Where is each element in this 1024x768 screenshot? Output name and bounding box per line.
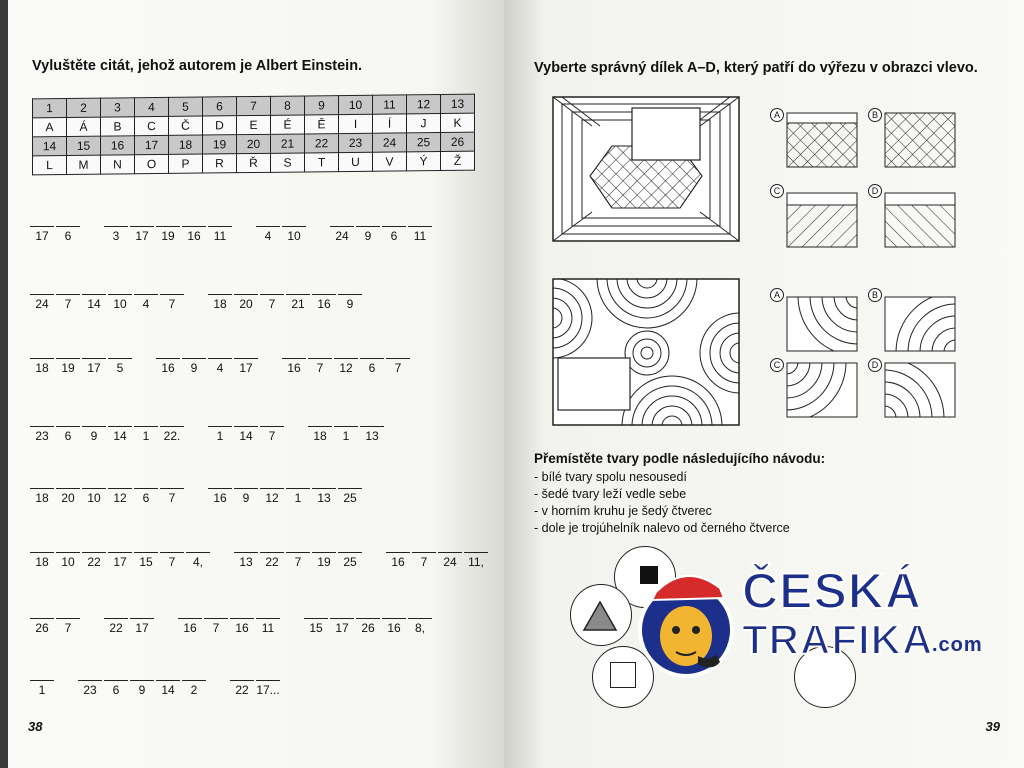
cipher-cell: M [67, 155, 101, 174]
cipher-cell: 13 [441, 94, 475, 113]
puzzle-cell[interactable]: 22 [104, 618, 128, 635]
cipher-cell: B [101, 117, 135, 136]
instruction-item: - šedé tvary leží vedle sebe [534, 487, 687, 501]
puzzle-cell[interactable]: 9 [82, 426, 106, 443]
puzzle-cell[interactable]: 17 [130, 226, 154, 243]
triangle-gray-icon [582, 600, 618, 632]
puzzle-cell[interactable]: 4 [134, 294, 158, 311]
puzzle-cell[interactable]: 18 [30, 358, 54, 375]
cipher-cell: I [339, 114, 373, 133]
badge-p2-b: B [868, 288, 882, 302]
puzzle-cell[interactable]: 6 [382, 226, 406, 243]
puzzle-cell[interactable]: 4 [208, 358, 232, 375]
cipher-cell: T [305, 153, 339, 172]
cipher-cell: K [441, 113, 475, 132]
puzzle-cell[interactable]: 17 [108, 552, 132, 569]
cipher-cell: É [271, 115, 305, 134]
puzzle-cell[interactable]: 10 [282, 226, 306, 243]
logo-line-1: ČESKÁ [742, 563, 923, 619]
puzzle-cell[interactable]: 11 [256, 618, 280, 635]
cipher-cell: 11 [373, 95, 407, 114]
cipher-cell: S [271, 153, 305, 172]
badge-p1-b: B [868, 108, 882, 122]
cipher-cell: A [33, 117, 67, 136]
puzzle-cell[interactable]: 22 [260, 552, 284, 569]
cipher-cell: Č [169, 116, 203, 135]
puzzle-cell[interactable]: 7 [204, 618, 228, 635]
puzzle-cell[interactable]: 22. [160, 426, 184, 443]
puzzle-cell[interactable]: 19 [312, 552, 336, 569]
cipher-cell: R [203, 154, 237, 173]
puzzle-cell[interactable]: 7 [160, 294, 184, 311]
puzzle-cell[interactable]: 23 [30, 426, 54, 443]
cipher-cell: J [407, 114, 441, 133]
puzzle-cell[interactable]: 25 [338, 488, 362, 505]
puzzle-cell[interactable]: 17... [256, 680, 280, 697]
cipher-cell: P [169, 154, 203, 173]
puzzle-cell[interactable]: 2 [182, 680, 206, 697]
puzzle1-option-d[interactable] [884, 192, 956, 248]
puzzle-cell[interactable]: 16 [312, 294, 336, 311]
cipher-cell: 3 [101, 98, 135, 117]
puzzle-cell[interactable]: 7 [56, 294, 80, 311]
puzzle-cell[interactable]: 4 [256, 226, 280, 243]
left-page-title: Vyluštěte citát, jehož autorem je Albert Einstein. [32, 58, 363, 74]
lion-mascot-icon [636, 562, 736, 678]
cipher-cell: 14 [33, 136, 67, 155]
cipher-cell: 12 [407, 95, 441, 114]
cipher-cell: Ř [237, 153, 271, 172]
puzzle2-option-c[interactable] [786, 362, 858, 418]
puzzle-cell[interactable]: 13 [234, 552, 258, 569]
puzzle-cell[interactable]: 18 [30, 488, 54, 505]
puzzle-cell[interactable]: 7 [260, 426, 284, 443]
puzzle-cell[interactable]: 16 [156, 358, 180, 375]
badge-p1-c: C [770, 184, 784, 198]
instructions-heading: Přemístěte tvary podle následujícího návodu: [534, 451, 826, 466]
ceska-trafika-logo [634, 556, 1014, 686]
puzzle-cell[interactable]: 10 [82, 488, 106, 505]
puzzle-cell[interactable]: 7 [260, 294, 284, 311]
puzzle-cell[interactable]: 7 [412, 552, 436, 569]
puzzle-cell[interactable]: 16 [178, 618, 202, 635]
cipher-cell: 1 [33, 98, 67, 117]
puzzle1-main-figure [552, 96, 742, 244]
cipher-cell: U [339, 152, 373, 171]
puzzle-cell[interactable]: 24 [30, 294, 54, 311]
cipher-cell: 8 [271, 96, 305, 115]
cipher-cell: 23 [339, 133, 373, 152]
puzzle-cell[interactable]: 22 [230, 680, 254, 697]
puzzle2-option-a[interactable] [786, 296, 858, 352]
puzzle-cell[interactable]: 6 [360, 358, 384, 375]
puzzle-cell[interactable]: 20 [56, 488, 80, 505]
cipher-cell: 24 [373, 133, 407, 152]
puzzle-cell[interactable]: 6 [104, 680, 128, 697]
badge-p2-c: C [770, 358, 784, 372]
puzzle-cell[interactable]: 11 [208, 226, 232, 243]
cipher-cell: 21 [271, 134, 305, 153]
puzzle-cell[interactable]: 21 [286, 294, 310, 311]
puzzle-cell[interactable]: 7 [386, 358, 410, 375]
cipher-cell: 18 [169, 135, 203, 154]
puzzle-cell[interactable]: 12 [260, 488, 284, 505]
puzzle-cell[interactable]: 18 [30, 552, 54, 569]
cipher-cell: 6 [203, 97, 237, 116]
left-page-number: 38 [28, 719, 43, 734]
puzzle1-option-a[interactable] [786, 112, 858, 168]
cipher-cell: 7 [237, 96, 271, 115]
puzzle-cell[interactable]: 1 [208, 426, 232, 443]
puzzle-cell[interactable]: 15 [304, 618, 328, 635]
puzzle-cell[interactable]: 11 [408, 226, 432, 243]
cipher-cell: 2 [67, 98, 101, 117]
puzzle-cell[interactable]: 9 [338, 294, 362, 311]
puzzle-cell[interactable]: 26 [30, 618, 54, 635]
puzzle1-option-c[interactable] [786, 192, 858, 248]
instructions-block [534, 450, 825, 537]
puzzle-cell[interactable]: 17 [130, 618, 154, 635]
puzzle-cell[interactable]: 18 [308, 426, 332, 443]
right-page-title: Vyberte správný dílek A–D, který patří do výřezu v obrazci vlevo. [534, 60, 978, 76]
puzzle-cell[interactable]: 9 [130, 680, 154, 697]
cipher-cell: 17 [135, 135, 169, 154]
puzzle-cell[interactable]: 24 [438, 552, 462, 569]
puzzle-cell[interactable]: 16 [382, 618, 406, 635]
square-white-icon [610, 662, 636, 688]
cipher-cell: Í [373, 114, 407, 133]
logo-suffix: .com [932, 634, 983, 656]
badge-p1-a: A [770, 108, 784, 122]
instruction-item: - bílé tvary spolu nesousedí [534, 470, 687, 484]
puzzle-cell[interactable]: 14 [82, 294, 106, 311]
cipher-cell: 16 [101, 136, 135, 155]
puzzle-cell[interactable]: 14 [234, 426, 258, 443]
puzzle2-option-b[interactable] [884, 296, 956, 352]
cipher-cell: 26 [441, 132, 475, 151]
cipher-cell: V [373, 152, 407, 171]
puzzle-cell[interactable]: 19 [156, 226, 180, 243]
cipher-cell: 22 [305, 134, 339, 153]
puzzle1-option-b[interactable] [884, 112, 956, 168]
cipher-cell: N [101, 155, 135, 174]
puzzle-cell[interactable]: 3 [104, 226, 128, 243]
puzzle-cell[interactable]: 7 [160, 552, 184, 569]
cipher-cell: E [237, 115, 271, 134]
instruction-item: - v horním kruhu je šedý čtverec [534, 504, 712, 518]
instruction-item: - dole je trojúhelník nalevo od černého čtverce [534, 521, 790, 535]
cipher-cell: 9 [305, 96, 339, 115]
puzzle-cell[interactable]: 6 [56, 426, 80, 443]
puzzle-cell[interactable]: 4, [186, 552, 210, 569]
puzzle-cell[interactable]: 12 [108, 488, 132, 505]
puzzle-cell[interactable]: 14 [108, 426, 132, 443]
puzzle-cell[interactable]: 16 [208, 488, 232, 505]
puzzle-cell[interactable]: 1 [334, 426, 358, 443]
puzzle-cell[interactable]: 16 [230, 618, 254, 635]
puzzle-cell[interactable]: 7 [308, 358, 332, 375]
puzzle-cell[interactable]: 1 [286, 488, 310, 505]
puzzle-cell[interactable]: 18 [208, 294, 232, 311]
puzzle-cell[interactable]: 9 [356, 226, 380, 243]
puzzle-cell[interactable]: 16 [282, 358, 306, 375]
cipher-cell: D [203, 116, 237, 135]
puzzle-cell[interactable]: 8, [408, 618, 432, 635]
puzzle-cell[interactable]: 20 [234, 294, 258, 311]
cipher-row-letters-2 [33, 151, 475, 175]
puzzle-cell[interactable]: 6 [134, 488, 158, 505]
logo-line-2: TRAFIKA [742, 616, 934, 663]
puzzle-cell[interactable]: 19 [56, 358, 80, 375]
puzzle-cell[interactable]: 1 [134, 426, 158, 443]
puzzle-cell[interactable]: 5 [108, 358, 132, 375]
badge-p1-d: D [868, 184, 882, 198]
puzzle-cell[interactable]: 7 [56, 618, 80, 635]
puzzle-cell[interactable]: 9 [234, 488, 258, 505]
right-page-number: 39 [985, 719, 1000, 734]
puzzle-cell[interactable]: 6 [56, 226, 80, 243]
badge-p2-d: D [868, 358, 882, 372]
puzzle-cell[interactable]: 13 [312, 488, 336, 505]
cipher-cell: 10 [339, 95, 373, 114]
cipher-cell: Ý [407, 152, 441, 171]
puzzle-cell[interactable]: 16 [386, 552, 410, 569]
puzzle-cell[interactable]: 10 [56, 552, 80, 569]
puzzle-cell[interactable]: 22 [82, 552, 106, 569]
cipher-cell: O [135, 154, 169, 173]
puzzle-cell[interactable]: 1 [30, 680, 54, 697]
cipher-cell: Ž [441, 151, 475, 170]
puzzle-cell[interactable]: 25 [338, 552, 362, 569]
cipher-cell: 20 [237, 134, 271, 153]
puzzle-cell[interactable]: 17 [234, 358, 258, 375]
puzzle-cell[interactable]: 14 [156, 680, 180, 697]
puzzle-cell[interactable]: 13 [360, 426, 384, 443]
cipher-cell: 19 [203, 135, 237, 154]
puzzle-cell[interactable]: 16 [182, 226, 206, 243]
puzzle-cell[interactable]: 9 [182, 358, 206, 375]
puzzle2-option-d[interactable] [884, 362, 956, 418]
cipher-cell: Ě [305, 115, 339, 134]
puzzle-cell[interactable]: 17 [82, 358, 106, 375]
puzzle-cell[interactable]: 24 [330, 226, 354, 243]
cipher-cell: C [135, 116, 169, 135]
puzzle-cell[interactable]: 11, [464, 552, 488, 569]
cipher-cell: 25 [407, 133, 441, 152]
puzzle-cell[interactable]: 10 [108, 294, 132, 311]
puzzle-cell[interactable]: 26 [356, 618, 380, 635]
cipher-cell: 5 [169, 97, 203, 116]
puzzle2-main-figure [552, 278, 742, 428]
cipher-cell: 4 [135, 97, 169, 116]
puzzle-cell[interactable]: 17 [330, 618, 354, 635]
puzzle-cell[interactable]: 12 [334, 358, 358, 375]
puzzle-cell[interactable]: 17 [30, 226, 54, 243]
cipher-cell: L [33, 155, 67, 174]
puzzle-cell[interactable]: 7 [286, 552, 310, 569]
puzzle-cell[interactable]: 7 [160, 488, 184, 505]
puzzle-cell[interactable]: 15 [134, 552, 158, 569]
badge-p2-a: A [770, 288, 784, 302]
cipher-cell: Á [67, 117, 101, 136]
cipher-cell: 15 [67, 136, 101, 155]
cipher-table [32, 94, 475, 176]
puzzle-cell[interactable]: 23 [78, 680, 102, 697]
